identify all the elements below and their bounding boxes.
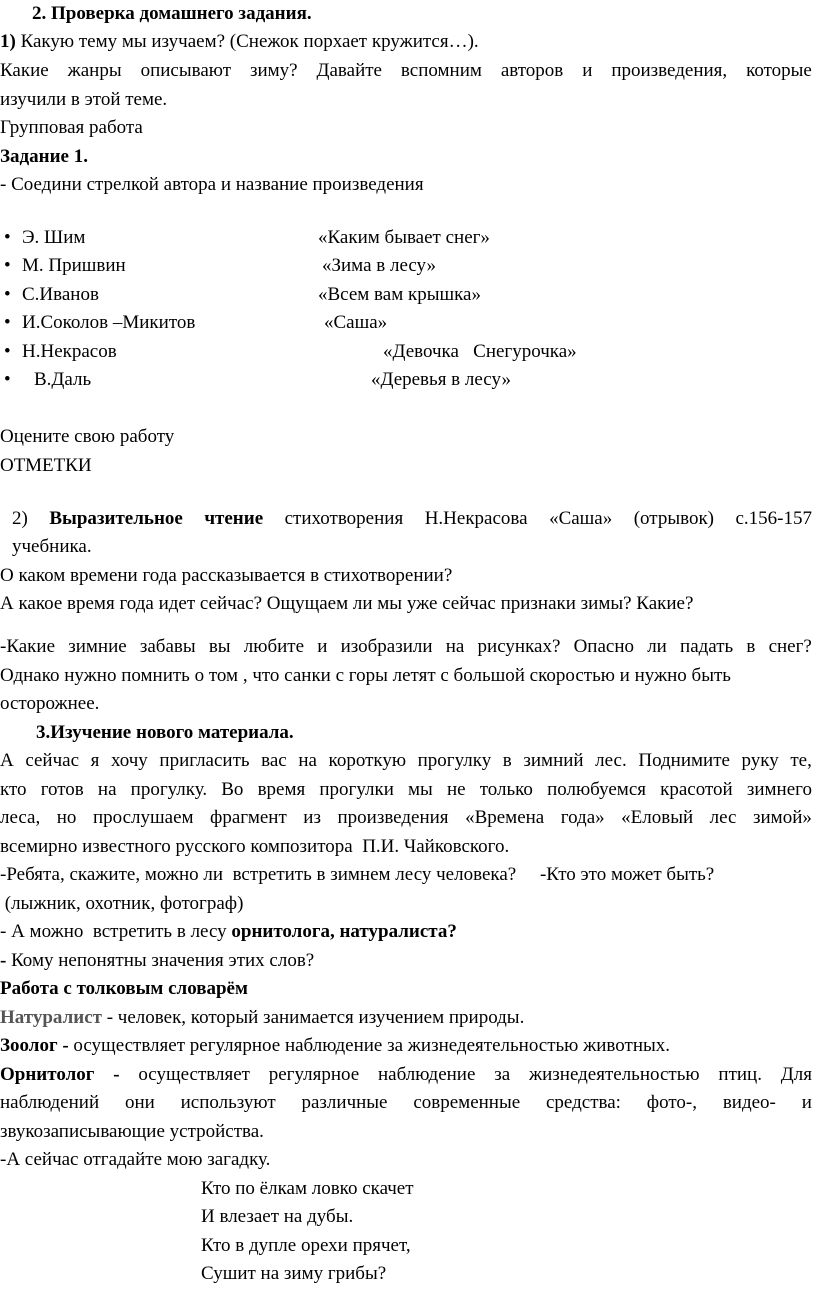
definition-zoolog: Зоолог - осуществляет регулярное наблюдение за жизнедеятельностью животных. [0,1035,671,1056]
author-name: М. Пришвин [22,255,126,276]
question-genres-line2: изучили в этой теме. [0,89,168,110]
self-assessment: Оцените свою работу [0,426,175,447]
definition-naturalist: Натуралист - человек, который занимается изучением природы. [0,1007,525,1028]
riddle-line: Кто в дупле орехи прячет, [201,1235,411,1256]
definition-ornithologist-line1: Орнитолог - осуществляет регулярное наблюдение за жизнедеятельностью птиц. Для [0,1064,812,1085]
dictionary-heading: Работа с толковым словарём [0,978,248,999]
paragraph-walk-line3: леса, но прослушаем фрагмент из произведения «Времена года» «Еловый лес зимой» [0,807,812,828]
work-title: «Всем вам крышка» [318,284,481,305]
author-name: С.Иванов [22,284,99,305]
work-title: «Зима в лесу» [322,255,437,276]
question-games-line1: -Какие зимние забавы вы любите и изобразили на рисунках? Опасно ли падать в снег? [0,636,812,657]
group-work-label: Групповая работа [0,117,143,138]
work-title: «Каким бывает снег» [318,227,490,248]
question-games-line2: Однако нужно помнить о том , что санки с горы летят с большой скоростью и нужно быть [0,665,731,686]
question-season: О каком времени года рассказывается в стихотворении? [0,565,453,586]
definition-ornithologist-line2: наблюдений они используют различные современные средства: фото-, видео- и [0,1092,812,1113]
definition-ornithologist-line3: звукозаписывающие устройства. [0,1121,264,1142]
riddle-line: Сушит на зиму грибы? [201,1263,387,1284]
work-title: «Деревья в лесу» [371,369,511,390]
author-name: Н.Некрасов [22,341,117,362]
author-name: И.Соколов –Микитов [22,312,196,333]
work-title: «Девочка Снегурочка» [383,341,577,362]
reading-task-line1: 2) Выразительное чтение стихотворения Н.Некрасова «Саша» (отрывок) с.156-157 [12,508,812,529]
riddle-line: Кто по ёлкам ловко скачет [201,1178,414,1199]
question-1: 1) Какую тему мы изучаем? (Снежок порхает кружится…). [0,31,479,52]
section2-heading: 2. Проверка домашнего задания. [32,3,312,24]
marks-label: ОТМЕТКИ [0,455,92,476]
question-genres-line1: Какие жанры описывают зиму? Давайте вспомним авторов и произведения, которые [0,60,812,81]
section3-heading: 3.Изучение нового материала. [36,722,294,743]
paragraph-walk-line2: кто готов на прогулку. Во время прогулки мы не только полюбуемся красотой зимнего [0,779,812,800]
document-page: 2. Проверка домашнего задания. 1) Какую тему мы изучаем? (Снежок порхает кружится…). Какие жанры описывают зиму? Давайте вспомним авторов и произведения, которые изучили в этой теме. Групповая работа Задание 1. - Соедини стрелкой автора и название произведения • Э. Шим «Каким бывает снег» • М. Пришвин «Зима в лесу» • С.Иванов «Всем вам крышка» • И.Соколов –Микитов «Саша» • Н.Некрасов «Девочка Снегурочка» • В.Даль «Деревья в лесу» Оцените свою работу ОТМЕТКИ 2) Выразительное чтение стихотворения Н.Некрасова «Саша» (отрывок) с.156-157 учебника. О каком времени года рассказывается в стихотворении? А какое время года идет сейчас? Ощущаем ли мы уже сейчас признаки зимы? Какие? -Какие зимние забавы вы любите и изобразили на рисунках? Опасно ли падать в снег? Однако нужно помнить о том , что санки с горы летят с большой скоростью и нужно быть осторожнее. 3.Изучение нового материала. А сейчас я хочу пригласить вас на короткую прогулку в зимний лес. Поднимите руку те, кто готов на прогулку. Во время прогулки мы не только полюбуемся красотой зимнего леса, но прослушаем фрагмент из произведения «Времена года» «Еловый лес зимой» всемирно известного русского композитора П.И. Чайковского. -Ребята, скажите, можно ли встретить в зимнем лесу человека? -Кто это может быть? (лыжник, охотник, фотограф) - А можно встретить в лесу орнитолога, натуралиста? - Кому непонятны значения этих слов? Работа с толковым словарём Натуралист - человек, который занимается изучением природы. Зоолог - осуществляет регулярное наблюдение за жизнедеятельностью животных. Орнитолог - осуществляет регулярное наблюдение за жизнедеятельностью птиц. Для наблюдений они используют различные современные средства: фото-, видео- и звукозаписывающие устройства. -А сейчас отгадайте мою загадку. Кто по ёлкам ловко скачет И влезает на дубы. Кто в дупле орехи прячет, Сушит на зиму грибы? [0,0,816,1283]
question-unclear-words: - Кому непонятны значения этих слов? [0,950,315,971]
reading-task-line2: учебника. [12,536,92,557]
question-games-line3: осторожнее. [0,693,100,714]
task1-title: Задание 1. [0,146,88,167]
riddle-intro: -А сейчас отгадайте мою загадку. [0,1149,271,1170]
work-title: «Саша» [324,312,388,333]
author-name: Э. Шим [22,227,86,248]
task1-instruction: - Соедини стрелкой автора и название произведения [0,174,424,195]
question-now: А какое время года идет сейчас? Ощущаем ли мы уже сейчас признаки зимы? Какие? [0,593,694,614]
question-person-answer: (лыжник, охотник, фотограф) [0,893,244,914]
question-person: -Ребята, скажите, можно ли встретить в зимнем лесу человека? -Кто это может быть? [0,864,715,885]
question-ornithologist: - А можно встретить в лесу орнитолога, натуралиста? [0,921,457,942]
riddle-line: И влезает на дубы. [201,1206,354,1227]
paragraph-walk-line1: А сейчас я хочу пригласить вас на короткую прогулку в зимний лес. Поднимите руку те, [0,750,812,771]
paragraph-walk-line4: всемирно известного русского композитора П.И. Чайковского. [0,836,510,857]
author-name: В.Даль [34,369,92,390]
